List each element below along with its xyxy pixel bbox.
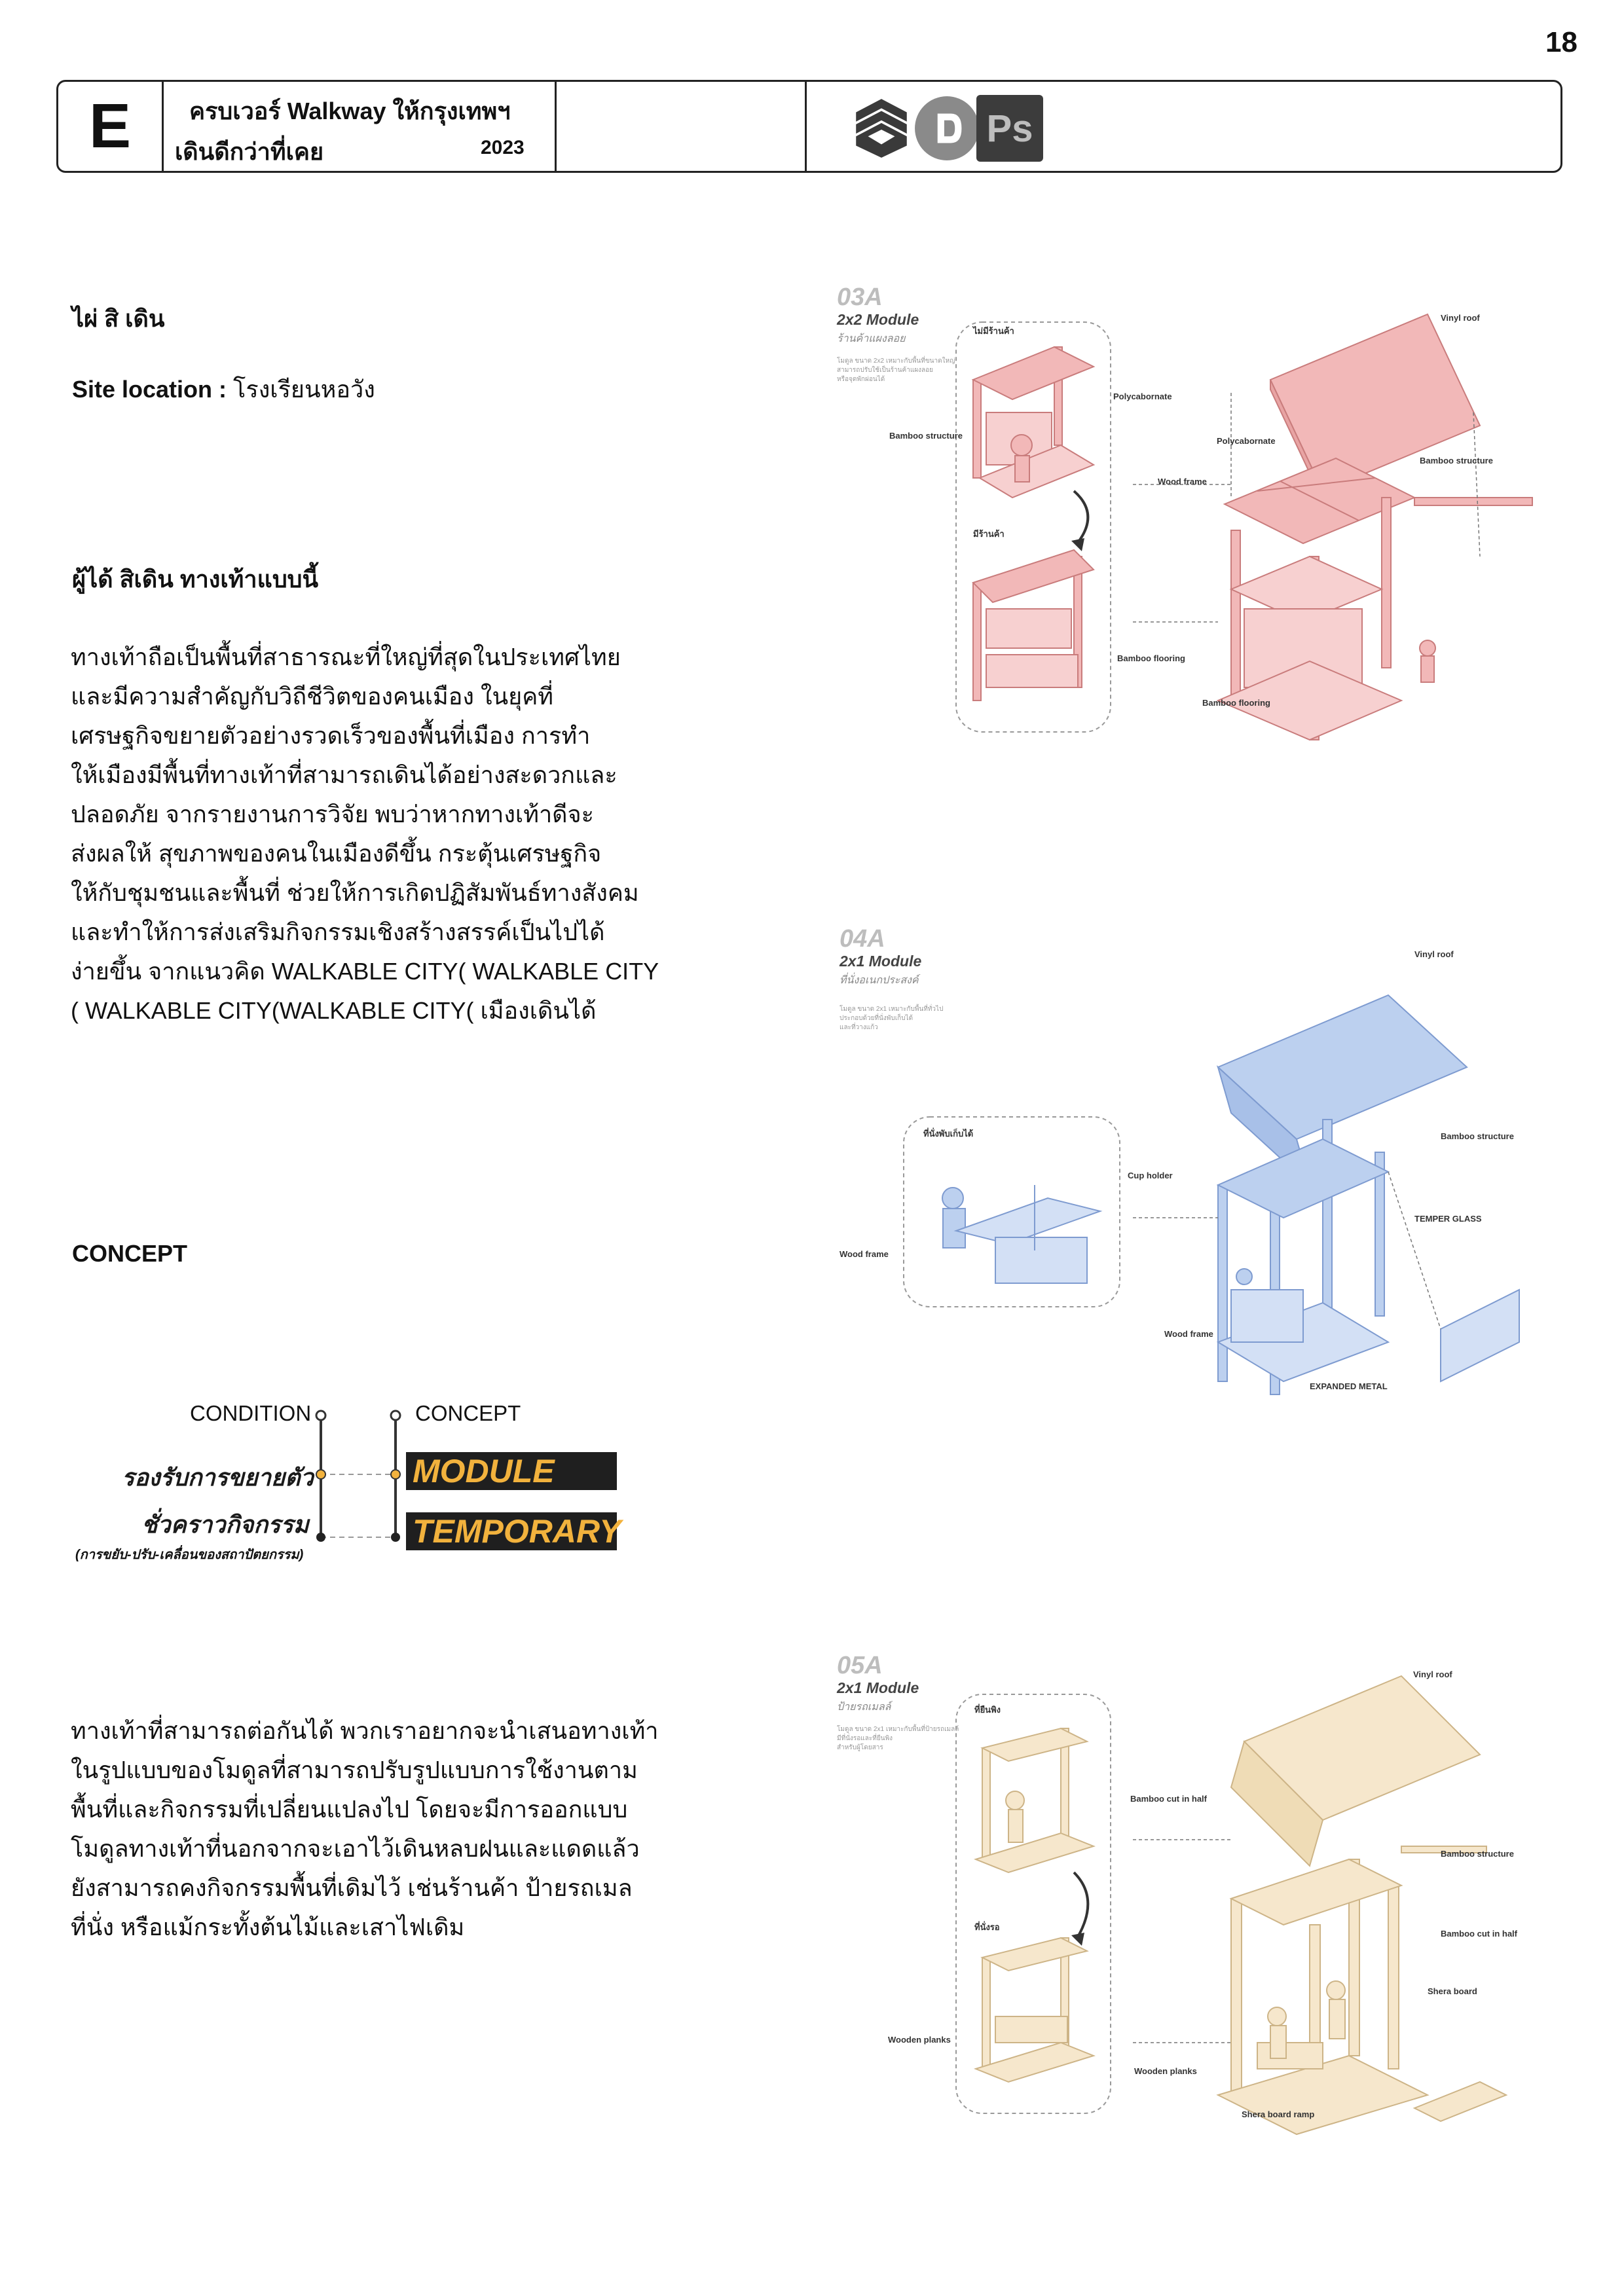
module-code: 04A [840,925,885,953]
part-label: Shera board ramp [1242,2109,1315,2119]
part-label: Vinyl roof [1414,949,1454,959]
photoshop-logo-icon: Ps [976,95,1043,162]
concept-heading: CONCEPT [72,1240,188,1267]
module-code: 03A [837,283,883,311]
condition-expansion: รองรับการขยายตัว [122,1464,314,1491]
part-label: Wood frame [1164,1329,1213,1339]
module-desc: และที่วางแก้ว [840,1024,878,1031]
module-desc: โมดูล ขนาด 2x2 เหมาะกับพื้นที่ขนาดใหญ่ [837,357,955,365]
inset-label: ไม่มีร้านค้า [973,326,1014,336]
module-desc: โมดูล ขนาด 2x1 เหมาะกับพื้นที่ป้ายรถเมลล์ [837,1726,959,1733]
part-label: Polycabornate [1113,392,1172,401]
intro-paragraph [71,638,660,1030]
module-desc: มีที่นั่งรอและที่ยืนพิง [837,1735,893,1742]
part-label: Bamboo structure [1441,1849,1514,1859]
module-title: 2x1 Module [837,1679,919,1696]
text-line: ง่ายขึ้น จากแนวคิด WALKABLE CITY( WALKABLE CITY [71,958,659,985]
module-code: 05A [837,1652,883,1679]
module-title: 2x1 Module [840,953,922,970]
module-04a-diagram [825,923,1565,1408]
module-subtitle: ป้ายรถเมลล์ [837,1702,891,1713]
part-label: Vinyl roof [1441,313,1480,323]
text-line: โมดูลทางเท้าที่นอกจากจะเอาไว้เดินหลบฝนและแดดแล้ว [71,1835,640,1862]
module-03a-diagram [825,282,1565,753]
text-line: และมีความสำคัญกับวิถีชีวิตของคนเมือง ในยุคที่ [71,683,554,710]
d5-render-logo-icon [913,95,980,162]
module-subtitle: ร้านค้าแผงลอย [837,333,906,344]
part-label: Cup holder [1128,1171,1173,1180]
page-number: 18 [1545,26,1578,58]
sketchup-logo-icon [848,95,915,162]
module-desc: โมดูล ขนาด 2x1 เหมาะกับพื้นที่ทั่วไป [840,1006,944,1013]
section-heading: ไผ่ สิ เดิน [72,305,165,332]
module-paragraph [71,1711,660,1947]
text-line: ที่นั่ง หรือแม้กระทั้งต้นไม้และเสาไฟเดิม [71,1914,465,1941]
inset-label: ที่ยืนพิง [974,1705,1001,1715]
title-block [56,80,1562,173]
part-label: Wooden planks [888,2035,951,2045]
part-label: Bamboo flooring [1202,698,1270,708]
concept-temporary-badge: TEMPORARY [406,1512,617,1550]
text-line: ปลอดภัย จากรายงานการวิจัย พบว่าหากทางเท้าดีจะ [71,801,594,828]
part-label: Bamboo structure [1441,1131,1514,1141]
site-label: Site location : [72,376,227,403]
concept-module-badge: MODULE [406,1452,617,1490]
text-line: ทางเท้าถือเป็นพื้นที่สาธารณะที่ใหญ่ที่สุดในประเทศไทย [71,644,621,670]
text-line: เศรษฐกิจขยายตัวอย่างรวดเร็วของพื้นที่เมือง การทำ [71,722,591,749]
section-heading: ผู้ได้ สิเดิน ทางเท้าแบบนี้ [72,566,319,592]
text-line: และทำให้การส่งเสริมกิจกรรมเชิงสร้างสรรค์เป็นไปได้ [71,919,605,945]
project-year: 2023 [481,137,525,158]
text-line: ส่งผลให้ สุขภาพของคนในเมืองดีขึ้น กระตุ้นเศรษฐกิจ [71,840,602,867]
part-label: Vinyl roof [1413,1669,1452,1679]
site-location [72,371,375,408]
text-line: ยังสามารถคงกิจกรรมพื้นที่เดิมไว้ เช่นร้านค้า ป้ายรถเมล [71,1874,633,1901]
part-label: Bamboo structure [1420,456,1493,465]
text-line: ( WALKABLE CITY(WALKABLE CITY( เมืองเดินได้ [71,997,597,1024]
header-divider [805,82,807,171]
inset-label: มีร้านค้า [973,529,1005,539]
part-label: Wood frame [1158,477,1207,486]
header-divider [555,82,557,171]
part-label: Wood frame [840,1249,889,1259]
part-label: Shera board [1428,1986,1477,1996]
part-label: Bamboo cut in half [1130,1794,1207,1804]
concept-label: CONCEPT [415,1401,521,1425]
part-label: EXPANDED METAL [1310,1381,1388,1391]
text-line: พื้นที่และกิจกรรมที่เปลี่ยนแปลงไป โดยจะมีการออกแบบ [71,1796,628,1823]
concept-connector-lines [301,1408,419,1552]
part-label: Polycabornate [1217,436,1276,446]
condition-label: CONDITION [190,1401,312,1425]
module-subtitle: ที่นั่งอเนกประสงค์ [840,975,919,986]
project-title-line2: เดินดีกว่าที่เคย [175,138,324,165]
module-desc: ประกอบด้วยที่นั่งพับเก็บได้ [840,1015,913,1022]
project-title-line1: ครบเวอร์ Walkway ให้กรุงเทพฯ [189,98,511,124]
module-05a-diagram [825,1650,1565,2160]
condition-temporary: ชั่วคราวกิจกรรม [141,1511,309,1538]
site-value: โรงเรียนหอวัง [227,376,375,403]
part-label: Bamboo flooring [1117,653,1185,663]
part-label: Bamboo cut in half [1441,1929,1517,1939]
part-label: Bamboo structure [889,431,963,441]
condition-sub-note: (การขยับ-ปรับ-เคลื่อนของสถาปัตยกรรม) [75,1548,304,1562]
module-title: 2x2 Module [837,311,919,328]
inset-label: ที่นั่งพับเก็บได้ [923,1129,974,1139]
text-line: ทางเท้าที่สามารถต่อกันได้ พวกเราอยากจะนำเสนอทางเท้า [71,1717,659,1744]
section-letter: E [58,82,164,171]
module-desc: สามารถปรับใช้เป็นร้านค้าแผงลอย [837,367,933,374]
inset-label: ที่นั่งรอ [974,1922,1000,1932]
text-line: ในรูปแบบของโมดูลที่สามารถปรับรูปแบบการใช้งานตาม [71,1757,638,1783]
text-line: ให้เมืองมีพื้นที่ทางเท้าที่สามารถเดินได้อย่างสะดวกและ [71,761,618,788]
module-desc: สำหรับผู้โดยสาร [837,1744,883,1751]
part-label: Wooden planks [1134,2066,1197,2076]
text-line: ให้กับชุมชนและพื้นที่ ช่วยให้การเกิดปฏิสัมพันธ์ทางสังคม [71,879,639,906]
part-label: TEMPER GLASS [1414,1214,1482,1224]
module-desc: หรือจุดพักผ่อนได้ [837,376,885,383]
